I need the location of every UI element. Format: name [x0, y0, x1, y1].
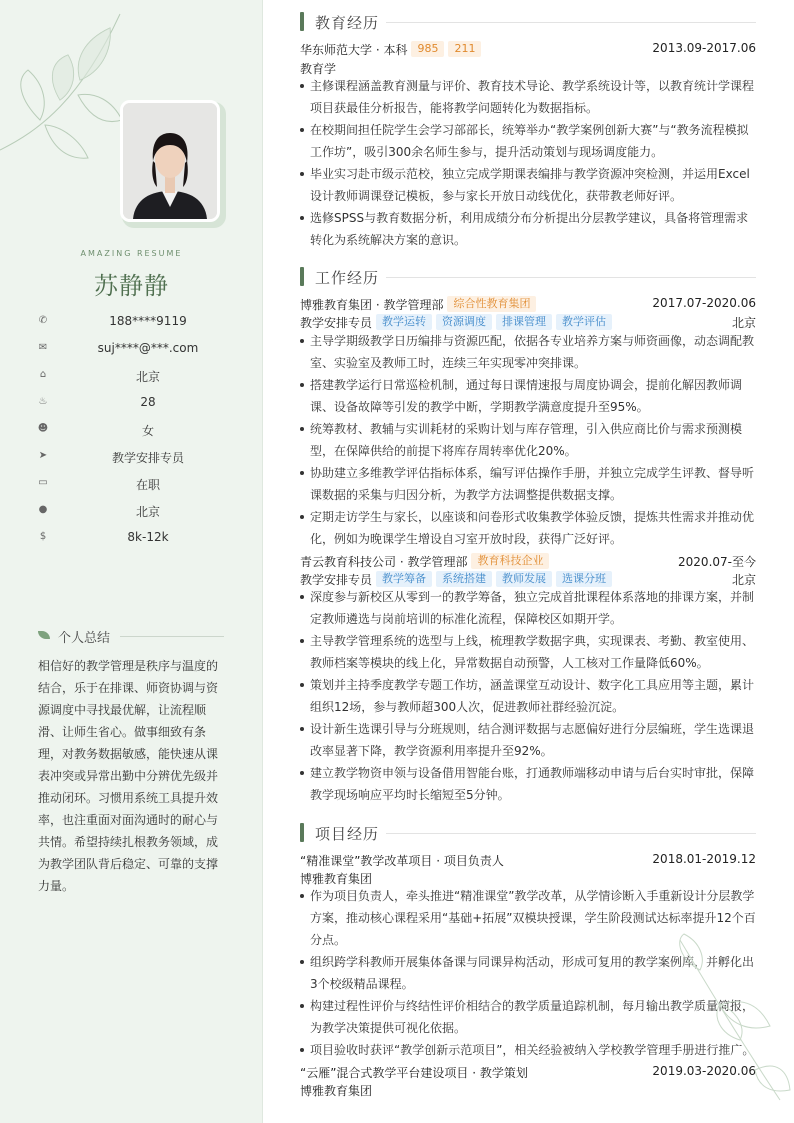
- education-bullets: [300, 75, 756, 251]
- candidate-name: 苏静静: [94, 272, 169, 300]
- skill-tag: 教学评估: [556, 314, 612, 330]
- job-city: 北京: [731, 316, 756, 330]
- status-value: 在职: [135, 478, 160, 492]
- list-item: 策划并主持季度教学专题工作坊，涵盖课堂互动设计、数字化工具应用等主题，累计组织12场，参与教师超300人次，促进教师社群经验沉淀。: [300, 674, 756, 718]
- project-org: 博雅教育集团: [300, 1084, 373, 1098]
- list-item: 主导学期级教学日历编排与资源匹配，依据各专业培养方案与师资画像，动态调配教室、实验室及教师工时，连续三年实现零冲突排课。: [300, 330, 756, 374]
- target-position-value: 教学安排专员: [111, 451, 184, 465]
- briefcase-icon: ▭: [38, 477, 48, 488]
- skill-tag: 资源调度: [436, 314, 492, 330]
- age-value: 28: [140, 395, 156, 409]
- salary-value: 8k-12k: [127, 530, 169, 544]
- divider: [386, 833, 756, 834]
- info-gender: [36, 420, 236, 447]
- company-type-badge: 综合性教育集团: [447, 296, 536, 312]
- info-age: [36, 393, 236, 420]
- job-city: 北京: [731, 573, 756, 587]
- info-target-city: [36, 501, 236, 528]
- list-item: 构建过程性评价与终结性评价相结合的教学质量追踪机制，每月输出教学质量简报，为教学决策提供可视化依据。: [300, 995, 756, 1039]
- education-header-row: [300, 41, 756, 59]
- list-item: 建立教学物资申领与设备借用智能台账，打通教师端移动申请与后台实时审批，保障教学现场响应平均时长缩短至5分钟。: [300, 762, 756, 806]
- divider: [120, 636, 224, 637]
- send-icon: ➤: [38, 450, 48, 461]
- phone-icon: ✆: [38, 315, 48, 326]
- info-status: [36, 474, 236, 501]
- info-target-position: [36, 447, 236, 474]
- skill-tag: 排课管理: [496, 314, 552, 330]
- job-role: 教学安排专员: [300, 316, 373, 330]
- avatar: [120, 100, 220, 222]
- avatar-frame: [122, 102, 226, 228]
- info-hometown: [36, 366, 236, 393]
- school-name: 华东师范大学 · 本科: [300, 43, 408, 57]
- salary-icon: $: [39, 531, 47, 542]
- project-2-header-row: [300, 1064, 756, 1082]
- home-icon: ⌂: [39, 369, 47, 380]
- project-dates: 2018.01-2019.12: [652, 852, 756, 866]
- education-title: 教育经历: [315, 14, 380, 32]
- education-heading: [300, 11, 756, 31]
- email-value: suj****@***.com: [97, 341, 199, 355]
- list-item: 协助建立多维教学评估指标体系，编写评估操作手册，并独立完成学生评教、督导听课数据的采集与归因分析，为教学方法调整提供数据支撑。: [300, 462, 756, 506]
- email-icon: ✉: [38, 342, 48, 353]
- section-marker: [300, 12, 304, 31]
- company-name: 青云教育科技公司 · 教学管理部: [300, 555, 468, 569]
- info-salary: [36, 528, 236, 555]
- skill-tag: 选课分班: [556, 571, 612, 587]
- list-item: 主导教学管理系统的选型与上线，梳理教学数据字典，实现课表、考勤、教室使用、教师档案等模块的线上化，异常数据自动预警，人工核对工作量降低60%。: [300, 630, 756, 674]
- list-item: 在校期间担任院学生会学习部部长，统筹举办“教学案例创新大赛”与“教务流程模拟工作坊”，吸引300余名师生参与，提升活动策划与现场调度能力。: [300, 119, 756, 163]
- list-item: 毕业实习赴市级示范校，独立完成学期课表编排与教学资源冲突检测，并运用Excel设计教师调课登记模板，参与家长开放日动线优化，获带教老师好评。: [300, 163, 756, 207]
- section-marker: [300, 267, 304, 286]
- divider: [386, 277, 756, 278]
- project-org: 博雅教育集团: [300, 872, 373, 886]
- summary-text: 相信好的教学管理是秩序与温度的结合，乐于在排课、师资协调与资源调度中寻找最优解，让流程顺滑、让师生省心。做事细致有条理，对教务数据敏感，能快速从课表冲突或异常出勤中分辨优先级并推动闭环。习惯用系统工具提升效率，也注重面对面沟通时的耐心与共情。希望持续扎根教务领域，成为教学团队背后稳定、可靠的支撑力量。: [38, 659, 219, 893]
- company-name: 博雅教育集团 · 教学管理部: [300, 298, 444, 312]
- divider: [386, 22, 756, 23]
- work-title: 工作经历: [315, 269, 380, 287]
- section-marker: [300, 823, 304, 842]
- info-email: [36, 339, 236, 366]
- badge-985: 985: [411, 41, 444, 57]
- job-2-header-row: [300, 553, 756, 571]
- summary-title: 个人总结: [58, 631, 111, 646]
- skill-tag: 教学筹备: [376, 571, 432, 587]
- company-type-badge: 教育科技企业: [471, 553, 549, 569]
- list-item: 定期走访学生与家长，以座谈和问卷形式收集教学体验反馈，提炼共性需求并推动优化，例如为晚课学生增设自习室开放时段，获得广泛好评。: [300, 506, 756, 550]
- major: 教育学: [300, 62, 337, 76]
- project-name: “精准课堂”教学改革项目 · 项目负责人: [300, 854, 504, 868]
- list-item: 深度参与新校区从零到一的教学筹备，独立完成首批课程体系落地的排课方案，并制定教师遴选与岗前培训的标准化流程，保障校区如期开学。: [300, 586, 756, 630]
- badge-211: 211: [448, 41, 481, 57]
- summary-heading: [38, 627, 224, 645]
- resume-tagline: AMAZING RESUME: [80, 249, 183, 258]
- projects-title: 项目经历: [315, 825, 380, 843]
- skill-tag: 系统搭建: [436, 571, 492, 587]
- phone-value: 188****9119: [109, 314, 187, 328]
- job-2-bullets: [300, 586, 756, 806]
- list-item: 搭建教学运行日常巡检机制，通过每日课情速报与周度协调会，提前化解因教师调课、设备故障等引发的教学中断，学期教学满意度提升至95%。: [300, 374, 756, 418]
- list-item: 统筹教材、教辅与实训耗材的采购计划与库存管理，引入供应商比价与需求预测模型，在保障供给的前提下将库存周转率优化20%。: [300, 418, 756, 462]
- job-1-header-row: [300, 296, 756, 314]
- list-item: 选修SPSS与教育数据分析，利用成绩分布分析提出分层教学建议，具备将管理需求转化为系统解决方案的意识。: [300, 207, 756, 251]
- location-pin-icon: ●: [38, 504, 48, 515]
- project-2-org-row: [300, 1082, 756, 1100]
- contact-info-list: [36, 312, 236, 555]
- skill-tag: 教师发展: [496, 571, 552, 587]
- work-heading: [300, 266, 756, 286]
- info-phone: [36, 312, 236, 339]
- portrait-image: [123, 103, 217, 219]
- birthday-cake-icon: ♨: [38, 396, 48, 407]
- job-dates: 2020.07-至今: [678, 555, 756, 569]
- list-item: 项目验收时获评“教学创新示范项目”，相关经验被纳入学校教学管理手册进行推广。: [300, 1039, 756, 1061]
- project-name: “云雁”混合式教学平台建设项目 · 教学策划: [300, 1066, 528, 1080]
- hometown-value: 北京: [135, 370, 160, 384]
- education-dates: 2013.09-2017.06: [652, 41, 756, 55]
- list-item: 组织跨学科教师开展集体备课与同课异构活动，形成可复用的教学案例库，并孵化出3个校级精品课程。: [300, 951, 756, 995]
- gender-icon: ☻: [37, 423, 49, 434]
- sidebar: [0, 0, 263, 1123]
- list-item: 作为项目负责人，牵头推进“精准课堂”教学改革，从学情诊断入手重新设计分层教学方案，推动核心课程采用“基础+拓展”双模块授课，学生阶段测试达标率提升12个百分点。: [300, 885, 756, 951]
- project-1-bullets: [300, 885, 756, 1061]
- list-item: 主修课程涵盖教育测量与评价、教育技术导论、教学系统设计等，以教育统计学课程项目获最佳分析报告，能将教学问题转化为数据指标。: [300, 75, 756, 119]
- job-role: 教学安排专员: [300, 573, 373, 587]
- project-1-header-row: [300, 852, 756, 870]
- leaf-icon: [38, 631, 50, 639]
- projects-heading: [300, 822, 756, 842]
- job-dates: 2017.07-2020.06: [652, 296, 756, 310]
- list-item: 设计新生选课引导与分班规则，结合测评数据与志愿偏好进行分层编班，学生选课退改率显著下降，教学资源利用率提升至92%。: [300, 718, 756, 762]
- project-dates: 2019.03-2020.06: [652, 1064, 756, 1078]
- job-1-bullets: [300, 330, 756, 550]
- skill-tag: 教学运转: [376, 314, 432, 330]
- gender-value: 女: [141, 424, 154, 438]
- target-city-value: 北京: [135, 505, 160, 519]
